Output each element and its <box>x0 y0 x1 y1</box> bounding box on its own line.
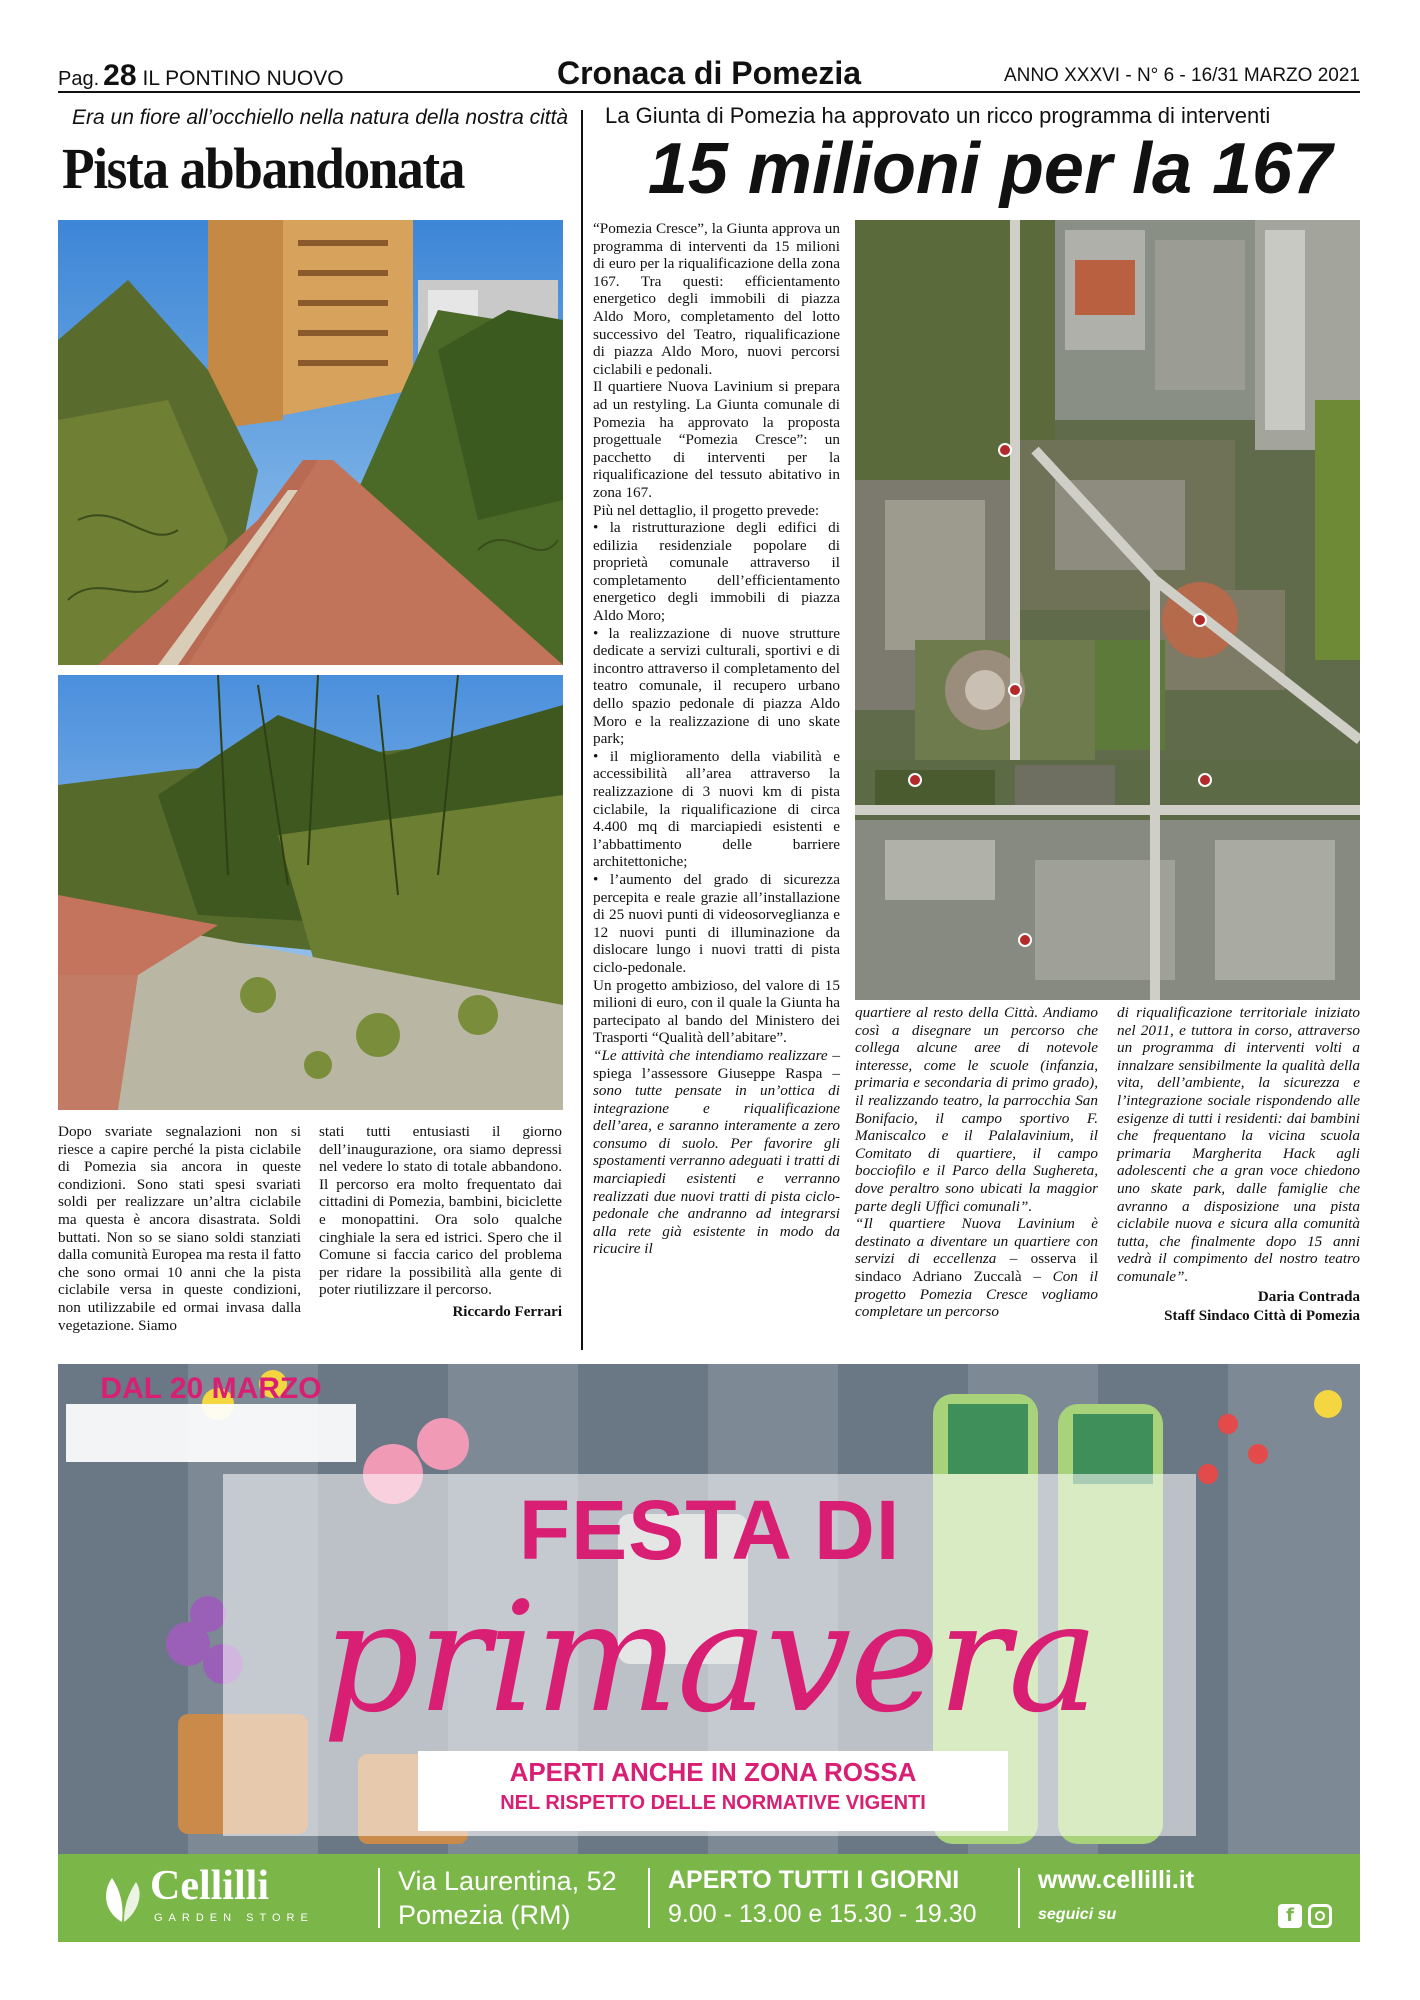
advertisement <box>58 1364 1360 1942</box>
right-col2-paragraph-1: quartiere al resto della Città. Andiamo così a disegnare un percorso che collega alcune aree di notevole interesse, come le scuole (infanzia, primaria e secondaria di primo grado), il realizzando teatro, la parrocchia San Bonifacio, il campo sportivo F. Maniscalco e il Palalavinium, il Comitato di quartiere, il campo bocciofilo e il Parco della Sughereta, dove peraltro sono ubicati la maggior parte degli Uffici comunali”. <box>855 1004 1098 1215</box>
right-article-column-3 <box>1117 1004 1360 1326</box>
right-col2-paragraph-2 <box>855 1215 1098 1321</box>
right-headline: 15 milioni per la 167 <box>647 129 1333 209</box>
facebook-icon[interactable]: f <box>1278 1904 1302 1928</box>
right-col3-paragraph-1: di riqualificazione territoriale iniziato nel 2011, e tuttora in corso, attraverso un programma di interventi volti a innalzare sensibilmente la qualità della vita, dell’ambiente, la sicurezza e l’integrazione sociale rispondendo alle esigenze di tutti i residenti: dai bambini che frequentano la vicina scuola primaria Margherita Hack agli adolescenti che a gran voce chiedono uno skate park, dalle famiglie che avranno a disposizione una pista ciclabile nuova e sicura alla comunità tutta, che finalmente dopo 15 anni vedrà il compimento del nostro teatro comunale”. <box>1117 1004 1360 1285</box>
address-line-2: Pomezia (RM) <box>398 1900 571 1930</box>
follow-label: seguici su <box>1038 1906 1117 1923</box>
bar-separator <box>1018 1868 1020 1928</box>
page-prefix: Pag. <box>58 68 100 90</box>
left-article-column-2 <box>319 1123 562 1322</box>
section-title: Cronaca di Pomezia <box>556 55 862 91</box>
address-line-1: Via Laurentina, 52 <box>398 1866 617 1896</box>
left-article-author: Riccardo Ferrari <box>452 1303 562 1320</box>
right-bullet-2: • la realizzazione di nuove strutture dedicate a servizi culturali, sportivi e di incontro attraverso il completamento del teatro comunale, il recupero urbano dello spazio pedonale di piazza Aldo Moro e la realizzazione di uno skate park; <box>593 624 840 748</box>
right-paragraph-3: Più nel dettaglio, il progetto prevede: <box>593 501 820 519</box>
bar-separator <box>648 1868 650 1928</box>
right-paragraph-4: Un progetto ambizioso, del valore di 15 milioni di euro, con il quale la Giunta ha partecipato al bando del Ministero dei Trasporti “Qualità dell’abitare”. <box>593 976 840 1047</box>
page-number: 28 <box>103 59 137 92</box>
quote-zuccala-attribution: – osserva il sindaco Adriano Zuccalà – <box>855 1250 1098 1285</box>
paper-name: IL PONTINO NUOVO <box>142 67 344 90</box>
left-article-text-2: stati tutti entusiasti il giorno dell’inaugurazione, ora siamo depressi nel vedere lo stato di totale abbandono. Il percorso era molto frequentato dai cittadini di Pomezia, bambini, biciclette e monopattini. Ora solo qualche cinghiale la sera ed istrici. Spero che il Comune si faccia carico del problema per ridare la possibilità alla gente di poter riutilizzare il percorso. <box>319 1123 562 1299</box>
quote-zuccala-2: Con il progetto Pomezia Cresce vogliamo completare un percorso <box>855 1267 1098 1321</box>
right-paragraph-1: “Pomezia Cresce”, la Giunta approva un programma di interventi da 15 milioni di euro per la riqualificazione della zona 167. Tra questi: efficientamento energetico degli immobili di piazza Aldo Moro, completamento del lotto successivo del Teatro, riqualificazione di piazza Aldo Moro, nuovi percorsi ciclabili e pedonali. <box>593 220 840 378</box>
column-divider <box>581 110 583 1350</box>
ad-notice-line-1: APERTI ANCHE IN ZONA ROSSA <box>509 1757 917 1787</box>
ad-title-line-2: primavera <box>322 1569 1097 1746</box>
right-article-column-2 <box>855 1004 1098 1321</box>
cycle-path-photo-1-image <box>58 220 563 665</box>
ad-notice-line-2: NEL RISPETTO DELLE NORMATIVE VIGENTI <box>500 1792 926 1814</box>
ad-date-text: DAL 20 MARZO <box>100 1372 322 1405</box>
issue-info: ANNO XXXVI - N° 6 - 16/31 MARZO 2021 <box>1003 65 1360 86</box>
website-link[interactable]: www.cellilli.it <box>1038 1866 1195 1894</box>
right-kicker: La Giunta di Pomezia ha approvato un ricco programma di interventi <box>605 103 1271 128</box>
quote-zuccala-1: “Il quartiere Nuova Lavinium è destinato a diventare un quartiere con servizi di eccellenza <box>855 1215 1098 1268</box>
page-header <box>58 55 1360 93</box>
leaf-logo-icon <box>98 1872 146 1924</box>
ad-date-badge <box>66 1404 356 1462</box>
brand-subtitle: GARDEN STORE <box>154 1912 314 1924</box>
quote-raspa-attribution: – spiega l’assessore Giuseppe Raspa – <box>593 1046 841 1082</box>
left-article-column-1 <box>58 1123 301 1334</box>
right-bullet-4: • l’aumento del grado di sicurezza percepita e reale grazie all’installazione di 25 nuovi punti di videosorveglianza e 12 nuovi punti di illuminazione da dislocare lungo i nuovi tratti di pista ciclo-pedonale. <box>593 870 840 976</box>
right-article-author-role: Staff Sindaco Città di Pomezia <box>1164 1307 1360 1324</box>
quote-raspa-1: “Le attività che intendiamo realizzare <box>593 1046 828 1064</box>
cycle-path-photo-2-image <box>58 675 563 1110</box>
right-bullet-1: • la ristrutturazione degli edifici di edilizia residenziale popolare di proprietà comunale attraverso il completamento dell’efficientamento energetico degli immobili di piazza Aldo Moro; <box>593 519 840 625</box>
ad-title-line-1: FESTA DI <box>518 1483 901 1577</box>
right-bullet-3: • il miglioramento della viabilità e accessibilità all’area attraverso la realizzazione di 3 nuovi km di pista ciclabile, la riqualificazione di circa 4.400 mq di marciapiedi esistenti e l’abbattimento delle barriere architettoniche; <box>593 747 840 871</box>
right-article-column-1 <box>593 220 840 1258</box>
left-kicker: Era un fiore all’occhiello nella natura della nostra città <box>72 106 569 129</box>
brand-name: Cellilli <box>150 1863 269 1909</box>
left-headline: Pista abbandonata <box>62 136 465 201</box>
right-article-author: Daria Contrada <box>1257 1288 1360 1305</box>
right-paragraph-5 <box>593 1047 840 1258</box>
cycle-path-photo-1 <box>58 220 563 665</box>
opening-days: APERTO TUTTI I GIORNI <box>668 1866 960 1894</box>
bar-separator <box>378 1868 380 1928</box>
right-paragraph-2: Il quartiere Nuova Lavinium si prepara ad un restyling. La Giunta comunale di Pomezia ha approvato la proposta progettuale “Pomezia Cresce”: un pacchetto di interventi per la riqualificazione del tessuto abitativo in zona 167. <box>593 378 840 501</box>
instagram-icon[interactable] <box>1308 1904 1332 1928</box>
quote-raspa-2: sono tutte pensate in un’ottica di integrazione e riqualificazione dell’area, e saranno interamente a zero consumo di suolo. Per favorire gli spostamenti verranno adeguati i tratti di marciapiedi esistenti e verranno realizzati due nuovi tratti di pista ciclo-pedonale che andranno ad integrarsi alla rete già esistente in modo da ricucire il <box>593 1082 840 1258</box>
left-article-text-1: Dopo svariate segnalazioni non si riesce a capire perché la pista ciclabile di Pomezia sia ancora in queste condizioni. Sono stati spesi svariati soldi per realizzare un’altra ciclabile ma questa è ancora disastrata. Soldi buttati. Non so se siano soldi stanziati dalla comunità Europea ma resta il fatto che sono ormai 10 anni che la pista ciclabile versa in queste condizioni, non utilizzabile ed ormai invasa dalla vegetazione. Siamo <box>58 1123 301 1334</box>
cycle-path-photo-2 <box>58 675 563 1110</box>
opening-hours: 9.00 - 13.00 e 15.30 - 19.30 <box>668 1900 977 1928</box>
aerial-map-zona-167 <box>855 220 1360 1000</box>
aerial-map-image <box>855 220 1360 1000</box>
ad-info-bar <box>58 1854 1360 1942</box>
